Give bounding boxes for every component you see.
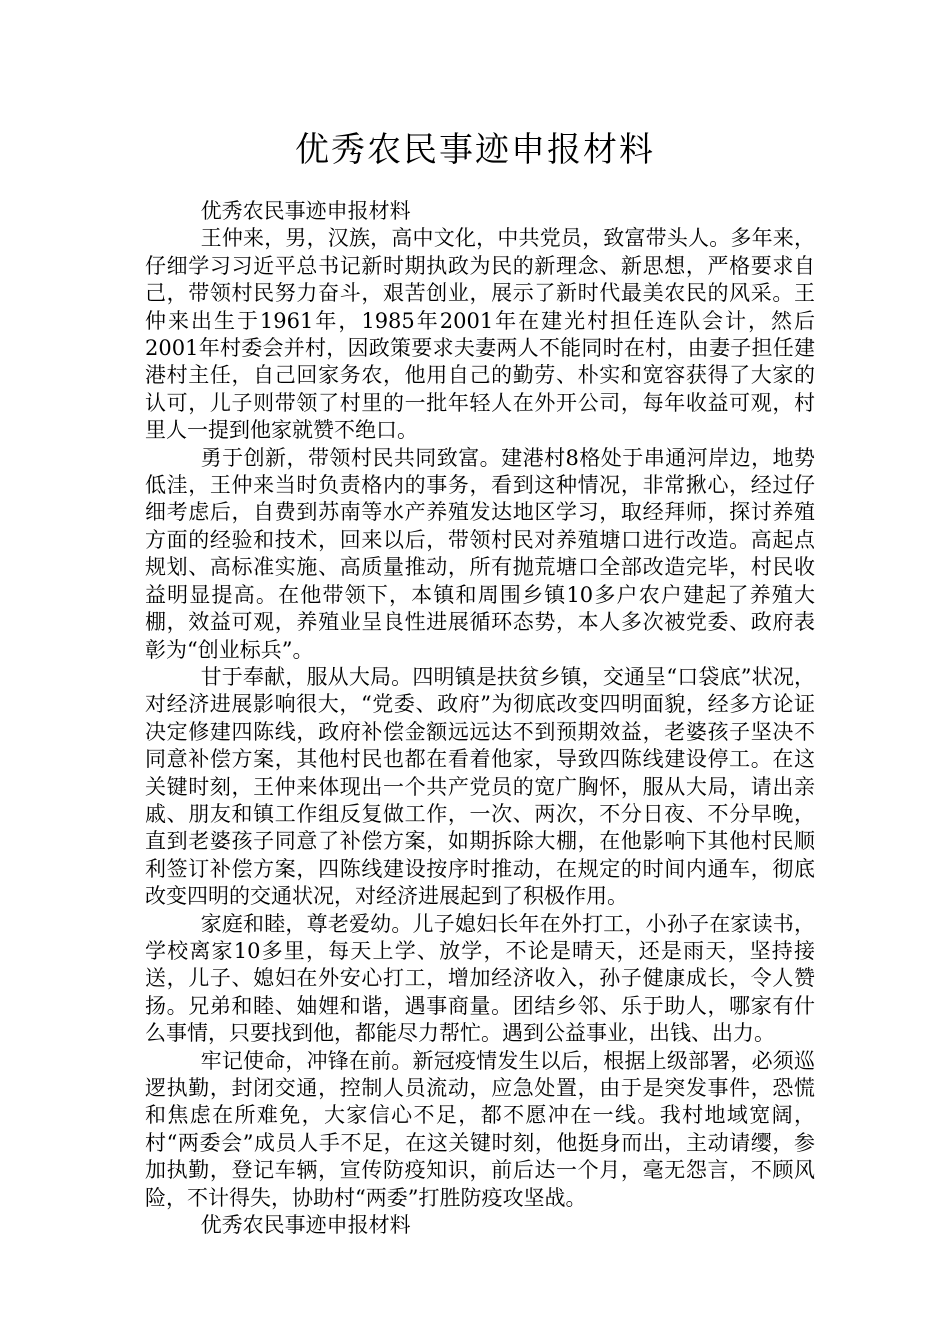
paragraph-mission: 牢记使命，冲锋在前。新冠疫情发生以后，根据上级部署，必须巡逻执勤，封闭交通，控制人员流动，应急处置，由于是突发事件，恐慌和焦虑在所难免，大家信心不足，都不愿冲在一线。我村地域宽阔，村“两委会”成员人手不足，在这关键时刻，他挺身而出，主动请缨，参加执勤，登记车辆，宣传防疫知识，前后达一个月，毫无怨言，不顾风险，不计得失，协助村“两委”打胜防疫攻坚战。 <box>145 1048 815 1210</box>
document-title: 优秀农民事迹申报材料 <box>295 130 655 170</box>
subtitle-bottom: 优秀农民事迹申报材料 <box>200 1213 411 1238</box>
paragraph-intro: 王仲来，男，汉族，高中文化，中共党员，致富带头人。多年来，仔细学习习近平总书记新时期执政为民的新理念、新思想，严格要求自己，带领村民努力奋斗，艰苦创业，展示了新时代最美农民的风采。王仲来出生于1961年，1985年2001年在建光村担任连队会计，然后2001年村委会并村，因政策要求夫妻两人不能同时在村，由妻子担任建港村主任，自己回家务农，他用自己的勤劳、朴实和宽容获得了大家的认可，儿子则带领了村里的一批年轻人在外开公司，每年收益可观，村里人一提到他家就赞不绝口。 <box>145 226 815 443</box>
paragraph-family: 家庭和睦，尊老爱幼。儿子媳妇长年在外打工，小孙子在家读书，学校离家10多里，每天上学、放学，不论是晴天，还是雨天，坚持接送，儿子、媳妇在外安心打工，增加经济收入，孙子健康成长，令人赞扬。兄弟和睦、妯娌和谐，遇事商量。团结乡邻、乐于助人，哪家有什么事情，只要找到他，都能尽力帮忙。遇到公益事业，出钱、出力。 <box>145 911 815 1046</box>
paragraph-dedication: 甘于奉献，服从大局。四明镇是扶贫乡镇，交通呈“口袋底”状况，对经济进展影响很大，“党委、政府”为彻底改变四明面貌，经多方论证决定修建四陈线，政府补偿金额远远达不到预期效益，老婆孩子坚决不同意补偿方案，其他村民也都在看着他家，导致四陈线建设停工。在这关键时刻，王仲来体现出一个共产党员的宽广胸怀，服从大局，请出亲戚、朋友和镇工作组反复做工作，一次、两次，不分日夜、不分早晚，直到老婆孩子同意了补偿方案，如期拆除大棚，在他影响下其他村民顺利签订补偿方案，四陈线建设按序时推动，在规定的时间内通车，彻底改变四明的交通状况，对经济进展起到了积极作用。 <box>145 664 815 909</box>
paragraph-innovation: 勇于创新，带领村民共同致富。建港村8格处于串通河岸边，地势低洼，王仲来当时负责格内的事务，看到这种情况，非常揪心，经过仔细考虑后，自费到苏南等水产养殖发达地区学习，取经拜师，探讨养殖方面的经验和技术，回来以后，带领村民对养殖塘口进行改造。高起点规划、高标准实施、高质量推动，所有抛荒塘口全部改造完毕，村民收益明显提高。在他带领下，本镇和周围乡镇10多户农户建起了养殖大棚，效益可观，养殖业呈良性进展循环态势，本人多次被党委、政府表彰为“创业标兵”。 <box>145 445 815 662</box>
document-body <box>145 198 815 1239</box>
subtitle-top: 优秀农民事迹申报材料 <box>200 199 411 223</box>
